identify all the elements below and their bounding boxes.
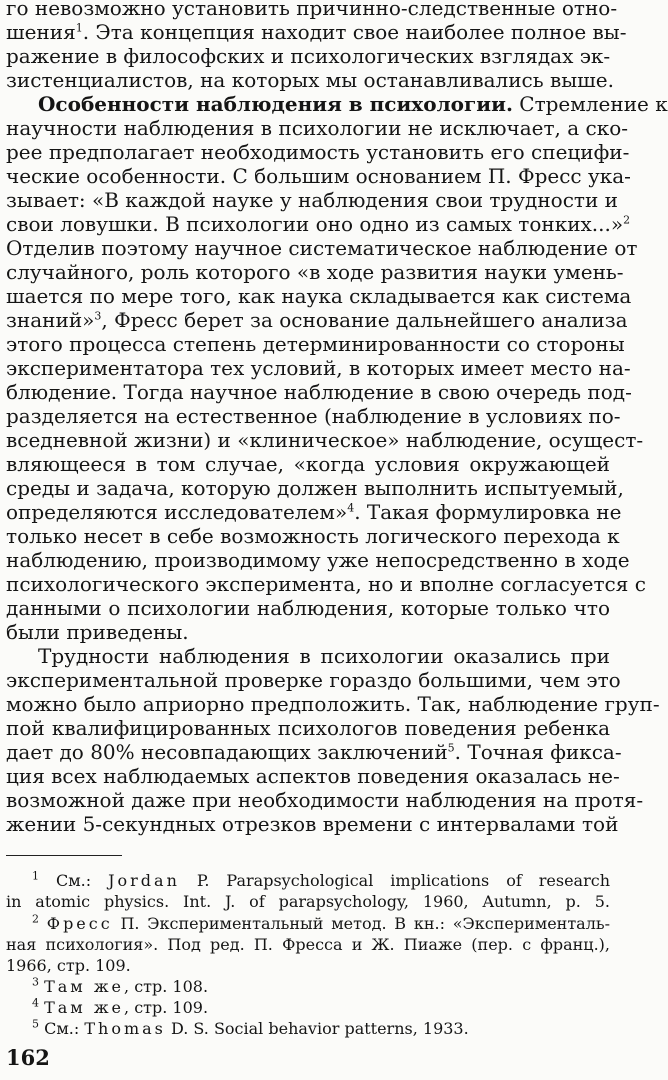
text-line: рее предполагает необходимость установить его специфи- <box>6 140 630 164</box>
text-line: возможной даже при необходимости наблюдения на протя- <box>6 788 644 812</box>
section-heading: Особенности наблюдения в психологии. <box>38 92 513 116</box>
text-line: вседневной жизни) и «клиническое» наблюдение, осущест- <box>6 428 644 452</box>
footnote-ref: 2 <box>623 213 631 227</box>
section-heading-line: Особенности наблюдения в психологии. Стремление к <box>38 92 668 116</box>
text-line: ражение в философских и психологических взглядах эк- <box>6 44 611 68</box>
text-line: разделяется на естественное (наблюдение в условиях по- <box>6 404 621 428</box>
text-line: жении 5-секундных отрезков времени с интервалами той <box>6 812 619 836</box>
footnote-5: $^5$ См.: Thomas D. S. Social behavior patterns, 1933. <box>32 1017 469 1038</box>
text-line: ция всех наблюдаемых аспектов поведения оказалась не- <box>6 764 620 788</box>
text-line: только несет в себе возможность логического перехода к <box>6 524 620 548</box>
text-line: наблюдению, производимому уже непосредственно в ходе <box>6 548 630 572</box>
footnote-ref: 3 <box>94 309 102 323</box>
text-line: знаний»$^3$, Фресс берет за основание дальнейшего анализа <box>6 308 628 332</box>
text-line: блюдение. Тогда научное наблюдение в свою очередь под- <box>6 380 632 404</box>
text-line: экспериментатора тех условий, в которых имеет место на- <box>6 356 631 380</box>
footnote-4: $^4$ Там же, стр. 109. <box>32 996 209 1017</box>
footnote-ref: 5 <box>447 741 455 755</box>
text-line: Трудности наблюдения в психологии оказались при <box>38 644 610 668</box>
text-line: пой квалифицированных психологов поведения ребенка <box>6 716 610 740</box>
footnote-2-cont: ная психология». Под ред. П. Фресса и Ж. Пиаже (пер. с франц.), <box>6 935 610 954</box>
footnote-ref: 4 <box>347 501 355 515</box>
text-line: шается по мере того, как наука складывается как система <box>6 284 632 308</box>
text-line: можно было априорно предположить. Так, наблюдение груп- <box>6 692 660 716</box>
footnote-ref: 1 <box>75 21 83 35</box>
text-line: Отделив поэтому научное систематическое наблюдение от <box>6 236 638 260</box>
footnote-2-cont: 1966, стр. 109. <box>6 956 131 975</box>
text-line: дает до 80% несовпадающих заключений$^5$. Точная фикса- <box>6 740 622 764</box>
page-number: 162 <box>6 1045 50 1070</box>
text-line: научности наблюдения в психологии не исключает, а ско- <box>6 116 629 140</box>
footnote-2: $^2$ Фресс П. Экспериментальный метод. В кн.: «Эксперименталь- <box>32 912 611 933</box>
footnote-3: $^3$ Там же, стр. 108. <box>32 975 209 996</box>
text-line: шения$^1$. Эта концепция находит свое наиболее полное вы- <box>6 20 627 44</box>
text-line: определяются исследователем»$^4$. Такая формулировка не <box>6 500 622 524</box>
text-line: зистенциалистов, на которых мы останавливались выше. <box>6 68 614 92</box>
text-line: ческие особенности. С большим основанием П. Фресс ука- <box>6 164 631 188</box>
text-line: вляющееся в том случае, «когда условия окружающей <box>6 452 610 476</box>
text-line: зывает: «В каждой науке у наблюдения свои трудности и <box>6 188 618 212</box>
text-line: экспериментальной проверке гораздо большими, чем это <box>6 668 621 692</box>
text-line: психологического эксперимента, но и вполне согласуется с <box>6 572 646 596</box>
text-line: среды и задача, которую должен выполнить испытуемый, <box>6 476 624 500</box>
footnote-1: $^1$ См.: Jordan P. Parapsychological implications of research <box>32 869 610 890</box>
text-line: го невозможно установить причинно-следственные отно- <box>6 0 618 20</box>
text-line: свои ловушки. В психологии оно одно из самых тонких...»$^2$ <box>6 212 631 236</box>
text-line: были приведены. <box>6 620 189 644</box>
text-line: этого процесса степень детерминированности со стороны <box>6 332 625 356</box>
footnote-divider <box>6 855 122 856</box>
footnote-1-cont: in atomic physics. Int. J. of parapsychology, 1960, Autumn, p. 5. <box>6 892 610 911</box>
text-line: случайного, роль которого «в ходе развития науки умень- <box>6 260 624 284</box>
text-line: данными о психологии наблюдения, которые только что <box>6 596 610 620</box>
